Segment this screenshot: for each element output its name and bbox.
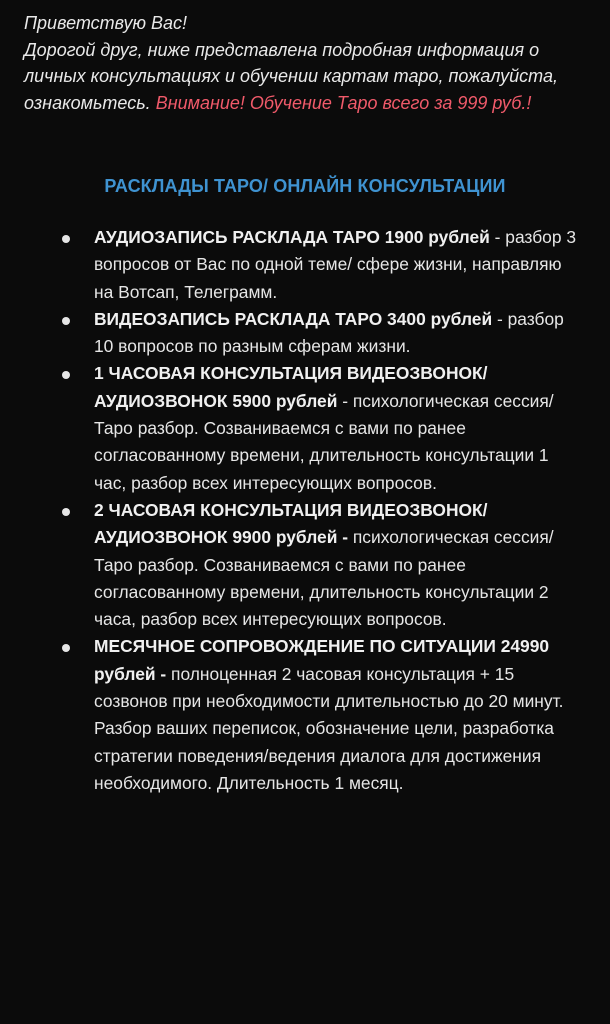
service-description: разбор 10 вопросов по разным сферам жизни. [94,308,564,357]
intro-alert-text: Внимание! Обучение Таро всего за 999 руб.! [155,92,532,113]
service-separator: - [489,227,506,247]
intro-paragraph [24,37,594,117]
service-separator: - [492,308,508,329]
service-name: ВИДЕОЗАПИСЬ РАСКЛАДА ТАРО 3400 рублей [94,308,493,329]
service-item [94,306,584,361]
service-description: психологическая сессия/ Таро разбор. Созваниваемся с вами по ранее согласованному времени, длительность консультации 2 часа, разбор всех интересующих вопросов. [94,527,554,630]
section-title: РАСКЛАДЫ ТАРО/ ОНЛАЙН КОНСУЛЬТАЦИИ [104,176,506,196]
bullet-icon [62,644,70,652]
bullet-icon [62,317,70,325]
service-name: 2 ЧАСОВАЯ КОНСУЛЬТАЦИЯ ВИДЕОЗВОНОК/ АУДИОЗВОНОК 9900 рублей - [94,499,488,548]
service-description: полноценная 2 часовая консультация + 15 созвонов при необходимости длительностью до 20 минут. Разбор ваших переписок, обозначение цели, разработка стратегии поведения/ведения диалога для достижения необходимого. Длительность 1 месяц. [94,663,564,793]
service-description: разбор 3 вопросов от Вас по одной теме/ сфере жизни, направляю на Вотсап, Телеграмм. [94,227,577,302]
service-name: АУДИОЗАПИСЬ РАСКЛАДА ТАРО 1900 рублей [94,227,490,247]
service-item [94,360,584,496]
service-item [94,224,584,306]
intro-block [24,10,594,116]
services-list [94,224,584,797]
service-name: 1 ЧАСОВАЯ КОНСУЛЬТАЦИЯ ВИДЕОЗВОНОК/ АУДИОЗВОНОК 5900 рублей [94,363,488,411]
bullet-icon [62,508,70,516]
service-separator: - [337,390,353,411]
bullet-icon [62,371,70,379]
service-item [94,633,584,797]
greeting-text: Приветствую Вас! [24,13,188,33]
service-description: психологическая сессия/ Таро разбор. Созваниваемся с вами по ранее согласованному времени, длительность консультации 1 час, разбор всех интересующих вопросов. [94,390,554,493]
service-item [94,497,584,633]
bullet-icon [62,235,70,243]
service-name: МЕСЯЧНОЕ СОПРОВОЖДЕНИЕ ПО СИТУАЦИИ 24990 рублей - [94,636,550,684]
intro-body-text: Дорогой друг, ниже представлена подробная информация о личных консультациях и обучении картам таро, пожалуйста, ознакомьтесь. [24,39,558,113]
